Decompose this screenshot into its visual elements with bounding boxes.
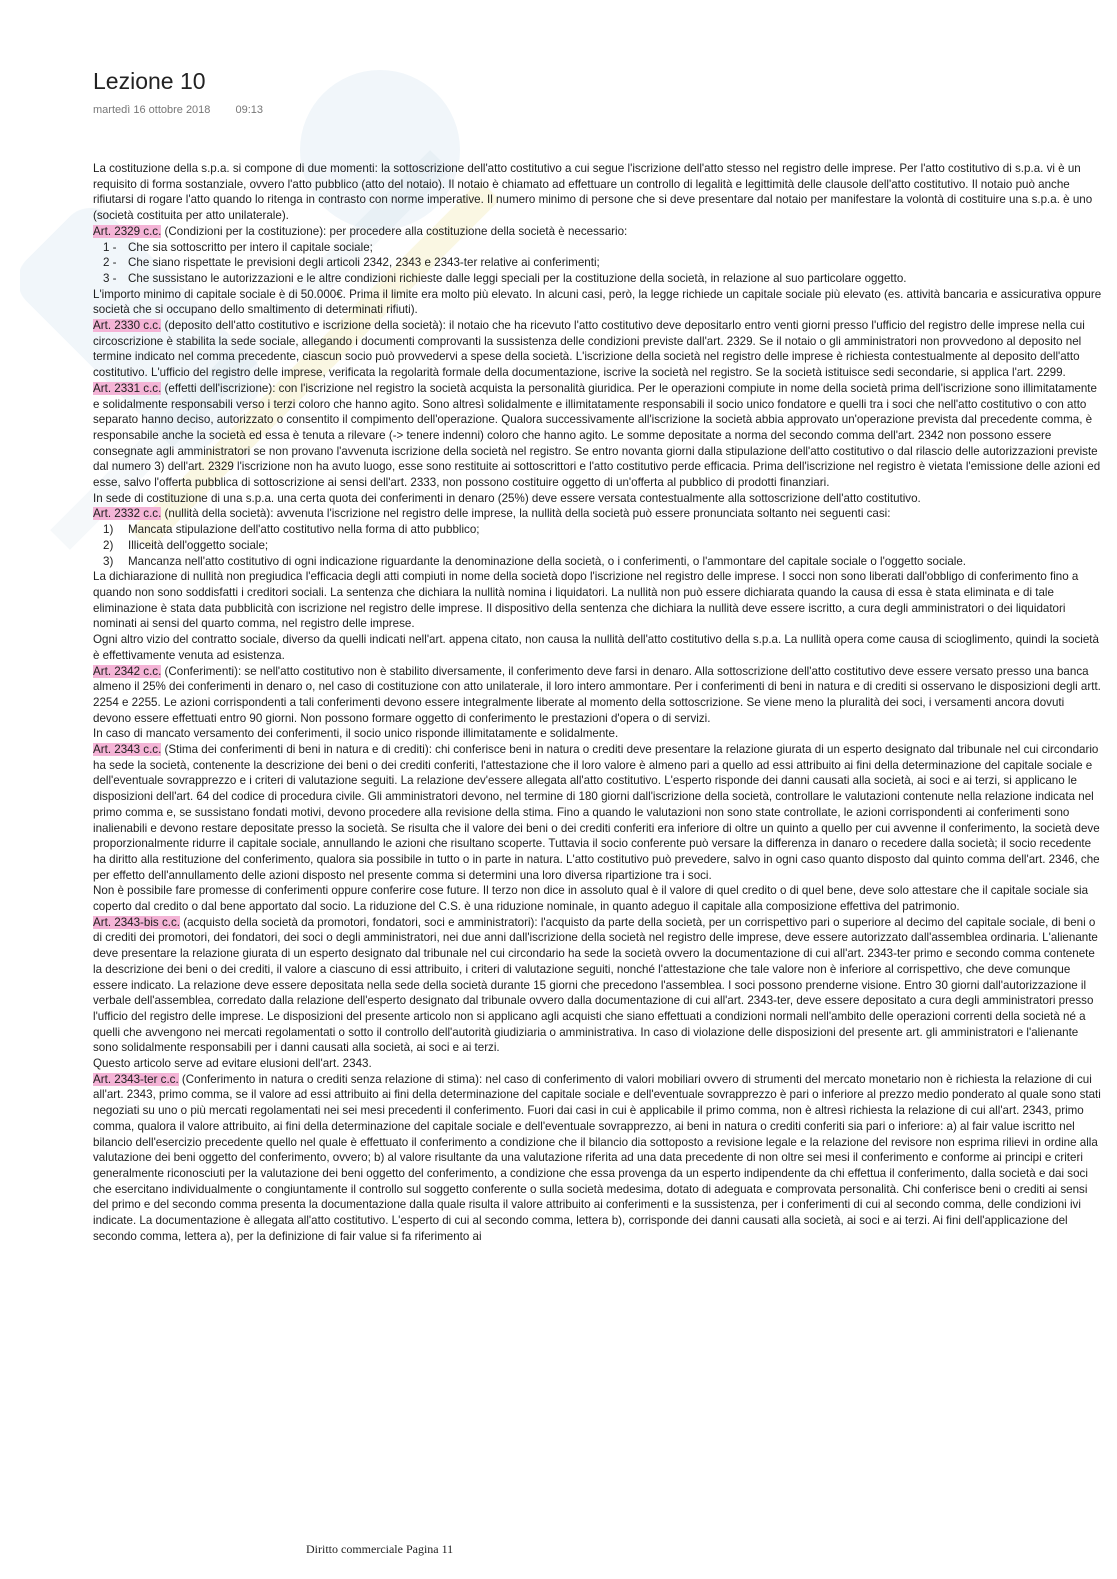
list-item-text: Illiceità dell'oggetto sociale; <box>128 538 269 552</box>
article-2342 <box>93 664 1103 727</box>
list-item-number: 2 - <box>103 256 117 270</box>
paragraph-2342-note: In caso di mancato versamento dei conferimenti, il socio unico risponde illimitatamente e solidalmente. <box>93 727 619 741</box>
list-item-text: Mancanza nell'atto costitutivo di ogni indicazione riguardante la denominazione della società, o i conferimenti, o l'ammontare del capitale sociale o l'oggetto sociale. <box>128 554 967 568</box>
list-item <box>93 554 1103 570</box>
article-ref-2342: Art. 2342 c.c. <box>93 664 162 678</box>
article-ref-2343-bis: Art. 2343-bis c.c. <box>93 915 180 929</box>
article-2343 <box>93 742 1103 883</box>
list-2329 <box>93 240 1103 287</box>
list-item-text: Che sia sottoscritto per intero il capitale sociale; <box>128 240 373 254</box>
article-2343-ter <box>93 1072 1103 1245</box>
list-item-text: Che siano rispettate le previsioni degli articoli 2342, 2343 e 2343-ter relative ai conferimenti; <box>128 256 600 270</box>
list-2332 <box>93 522 1103 569</box>
article-2343-ter-text: (Conferimento in natura o crediti senza relazione di stima): nel caso di conferimento di valori mobiliari ovvero di strumenti del mercato monetario non è richiesta la relazione di cui all'art. 2343, primo comma, se il valore ad essi attribuito ai fini della determinazione del capitale sociale e dell'eventuale sovrapprezzo è pari o inferiore al prezzo medio ponderato al quale sono stati negoziati su uno o più mercati regolamentati nei sei mesi precedenti il conferimento. Fuori dai casi in cui è applicabile il primo comma, non è altresì richiesta la relazione di cui all'art. 2343, primo comma, qualora il valore attribuito, ai fini della determinazione del capitale sociale e dell'eventuale sovrapprezzo, ai beni in natura o crediti conferiti sia pari o inferiore: a) al fair value iscritto nel bilancio dell'esercizio precedente quello nel quale è effettuato il conferimento a condizione che il bilancio dia sottoposto a revisione legale e la relazione del revisore non esprima rilievi in ordine alla valutazione dei beni oggetto del conferimento, ovvero; b) al valore risultante da una valutazione riferita ad una data precedente di non oltre sei mesi il conferimento e conforme ai principi e criteri generalmente riconosciuti per la valutazione dei beni oggetto del conferimento, a condizione che essa provenga da un esperto indipendente da chi effettua il conferimento, dalla società e dai soci che esercitano individualmente o congiuntamente il controllo sul soggetto conferente o sulla società medesima, dotato di adeguata e comprovata personalità. Chi conferisce beni o crediti ai sensi del primo e del secondo comma presenta la documentazione dalla quale risulta il valore attribuito ai conferimenti e la sussistenza, per i conferimenti di cui al secondo comma, delle condizioni ivi indicate. La documentazione è allegata all'atto costitutivo. L'esperto di cui al secondo comma, lettera b), corrisponde dei danni causati alla società, ai soci e ai terzi. Ai fini dell'applicazione del secondo comma, lettera a), per la definizione di fair value si fa riferimento ai <box>93 1072 1101 1243</box>
list-item-text: Mancata stipulazione dell'atto costitutivo nella forma di atto pubblico; <box>128 523 480 537</box>
article-2343-bis-text: (acquisto della società da promotori, fondatori, soci e amministratori): l'acquisto da parte della società, per un corrispettivo pari o superiore al decimo del capitale sociale, di beni o di crediti dei promotori, dei fondatori, dei soci o degli amministratori, nei due anni dall'iscrizione della società nel registro delle imprese, deve essere autorizzato dall'assemblea ordinaria. L'alienante deve presentare la relazione giurata di un esperto designato dal tribunale nel cui circondario ha sede la società ovvero la documentazione di cui all'art. 2343-ter primo e secondo comma contenete la descrizione dei beni o dei crediti, il valore a ciascuno di essi attribuito, i criteri di valutazione seguiti, nonché l'attestazione che tale valore non è inferiore al corrispettivo, che deve comunque essere indicato. La relazione deve essere depositata nella sede della società durante 15 giorni che precedono l'assemblea. I soci possono prenderne visione. Entro 30 giorni dall'autorizzazione il verbale dell'assemblea, corredato dalla relazione dell'esperto designato dal tribunale ovvero dalla documentazione di cui all'art. 2343-ter, deve essere depositato a cura degli amministratori presso l'ufficio del registro delle imprese. Le disposizioni del presente articolo non si applicano agli acquisti che siano effettuati a condizioni normali nell'ambito delle operazioni correnti della società né a quelli che avvengono nei mercati regolamentati o sotto il controllo dell'autorità giudiziaria o amministrativa. In caso di violazione delle disposizioni del presente art. gli amministratori e l'alienante sono solidalmente responsabili per i danni causati alla società, ai soci e ai terzi. <box>93 915 1098 1055</box>
list-item <box>93 255 1103 271</box>
article-2329 <box>93 224 1103 240</box>
list-item <box>93 538 1103 554</box>
article-2331 <box>93 381 1103 491</box>
list-item-number: 3 - <box>103 271 117 285</box>
list-item-number: 1 - <box>103 240 117 254</box>
list-item-number: 2) <box>103 538 114 552</box>
article-2330 <box>93 318 1103 381</box>
page-date: martedì 16 ottobre 2018 <box>93 104 211 116</box>
paragraph-capital: L'importo minimo di capitale sociale è di 50.000€. Prima il limite era molto più elevato. In alcuni casi, però, la legge richiede un capitale sociale più elevato (es. attività bancaria e assicurativa oppure società che si occupano dello smaltimento di determinati rifiuti). <box>93 287 1102 317</box>
page-title: Lezione 10 <box>93 68 206 94</box>
article-2329-text: (Condizioni per la costituzione): per procedere alla costituzione della società è necessario: <box>161 224 628 238</box>
list-item <box>93 522 1103 538</box>
paragraph-2343-note: Non è possibile fare promesse di conferimenti oppure conferire cose future. Il terzo non dice in assoluto qual è il valore di quel credito o di quel bene, deve solo attestare che il capitale sociale sia coperto dal credito o dal bene apportato dal socio. La riduzione del C.S. è una riduzione nominale, in quanto adeguo il capitale alla composizione effettiva del patrimonio. <box>93 884 1089 914</box>
list-item-number: 3) <box>103 554 114 568</box>
article-2343-bis <box>93 915 1103 1056</box>
article-2343-text: (Stima dei conferimenti di beni in natura e di crediti): chi conferisce beni in natura o crediti deve presentare la relazione giurata di un esperto designato dal tribunale nel cui circondario ha sede la società, contenente la descrizione dei beni o dei crediti conferiti, l'attestazione che il loro valore è almeno pari a quello ad essi attribuito ai fini della determinazione del capitale sociale e dell'eventuale sovrapprezzo e i criteri di valutazione seguiti. La relazione dev'essere allegata all'atto costitutivo. L'esperto risponde dei danni causati alla società, ai soci e ai terzi, si applicano le disposizioni dell'art. 64 del codice di procedura civile. Gli amministratori devono, nel termine di 180 giorni dall'iscrizione della società, controllare le valutazioni contenute nella relazione indicata nel primo comma e, se sussistano fondati motivi, devono procedere alla revisione della stima. Fino a quando le valutazioni non sono state controllate, le azioni corrispondenti ai conferimenti sono inalienabili e devono restare depositate presso la società. Se risulta che il valore dei beni o dei crediti conferiti era inferiore di oltre un quinto a quello per cui avvenne il conferimento, la società deve proporzionalmente ridurre il capitale sociale, annullando le azioni che risultano scoperte. Tuttavia il socio conferente può versare la differenza in danaro o recedere dalla società; il socio recedente ha diritto alla restituzione del conferimento, qualora sia possibile in tutto o in parte in natura. L'atto costitutivo può prevedere, salvo in ogni caso quanto disposto dal quinto comma dell'art. 2346, che per effetto dell'annullamento delle azioni disposto nel presente comma si determini una loro diversa ripartizione tra i soci. <box>93 743 1100 882</box>
article-ref-2329: Art. 2329 c.c. <box>93 224 162 238</box>
article-2330-text: (deposito dell'atto costitutivo e iscrizione della società): il notaio che ha ricevuto l'atto costitutivo deve depositarlo entro venti giorni presso l'ufficio del registro delle imprese nella cui circoscrizione è stabilita la sede sociale, allegando i documenti comprovanti la sussistenza delle condizioni previste dall'art. 2329. Se il notaio o gli amministratori non provvedono al deposito nel termine indicato nel comma precedente, ciascun socio può provvedervi a spese della società. L'iscrizione della società nel registro delle imprese è richiesta contestualmente al deposito dell'atto costitutivo. L'ufficio del registro delle imprese, verificata la regolarità formale della documentazione, iscrive la società nel registro. Se la società istituisce sedi secondarie, si applica l'art. 2299. <box>93 319 1085 380</box>
article-ref-2343: Art. 2343 c.c. <box>93 743 162 757</box>
list-item-text: Che sussistano le autorizzazioni e le altre condizioni richieste dalle leggi speciali per la costituzione della società, in relazione al suo particolare oggetto. <box>128 271 907 285</box>
page-footer: Diritto commerciale Pagina 11 <box>306 1542 454 1556</box>
paragraph-2332-note2: Ogni altro vizio del contratto sociale, diverso da quelli indicati nell'art. appena citato, non causa la nullità dell'atto costitutivo della s.p.a. La nullità opera come causa di scioglimento, quindi la società è effettivamente venuta ad esistenza. <box>93 633 1099 662</box>
article-ref-2331: Art. 2331 c.c. <box>93 381 162 395</box>
article-2342-text: (Conferimenti): se nell'atto costitutivo non è stabilito diversamente, il conferimento deve farsi in denaro. Alla sottoscrizione dell'atto costitutivo deve essere versato presso una banca almeno il 25% dei conferimenti in denaro o, nel caso di costituzione con atto unilaterale, il loro intero ammontare. Per i conferimenti di beni in natura e di crediti si osservano le disposizioni degli artt. 2254 e 2255. Le azioni corrispondenti a tali conferimenti devono essere integralmente liberate al momento della sottoscrizione. Se viene meno la pluralità dei soci, i versamenti ancora dovuti devono essere effettuati entro 90 giorni. Non possono formare oggetto di conferimento le prestazioni d'opera o di servizi. <box>93 664 1101 725</box>
paragraph-2343-bis-note: Questo articolo serve ad evitare elusioni dell'art. 2343. <box>93 1057 372 1071</box>
list-item <box>93 271 1103 287</box>
paragraph-2331-note: In sede di costituzione di una s.p.a. una certa quota dei conferimenti in denaro (25%) deve essere versata contestualmente alla sottoscrizione dell'atto costitutivo. <box>93 491 921 505</box>
article-ref-2330: Art. 2330 c.c. <box>93 319 162 333</box>
page-time: 09:13 <box>235 104 264 116</box>
list-item-number: 1) <box>103 523 114 537</box>
page-meta <box>93 104 285 116</box>
document-body <box>93 161 1103 1245</box>
list-item <box>93 240 1103 256</box>
paragraph-intro: La costituzione della s.p.a. si compone di due momenti: la sottoscrizione dell'atto costitutivo a cui segue l'iscrizione dell'atto stesso nel registro delle imprese. Per l'atto costitutivo di s.p.a. vi è un requisito di forma sostanziale, ovvero l'atto pubblico (atto del notaio). Il notaio è chiamato ad effettuare un controllo di legalità e legittimità delle clausole dell'atto costitutivo. Il notaio può anche rifiutarsi di rogare l'atto quando lo ritenga in contrasto con norme imperative. Il numero minimo di persone che si deve presentare dal notaio per manifestare la volontà di costituire una s.p.a. è uno (società costituita per atto unilaterale). <box>93 162 1093 223</box>
article-2331-text: (effetti dell'iscrizione): con l'iscrizione nel registro la società acquista la personalità giuridica. Per le operazioni compiute in nome della società prima dell'iscrizione sono illimitatamente e solidalmente responsabili verso i terzi coloro che hanno agito. Sono altresì solidalmente e illimitatamente responsabili il socio unico fondatore e quelli tra i soci che nell'atto costitutivo o con atto separato hanno deciso, autorizzato o consentito il compimento dell'operazione. Qualora successivamente all'iscrizione la società abbia approvato un'operazione prevista dal precedente comma, è responsabile anche la società ed essa è tenuta a rilevare (-> tenere indenni) coloro che hanno agito. Le somme depositate a norma del secondo comma dell'art. 2342 non possono essere consegnate agli amministratori se non provano l'avvenuta iscrizione della società nel registro. Se entro novanta giorni dalla stipulazione dell'atto costitutivo o dal rilascio delle autorizzazioni previste dal numero 3) dell'art. 2329 l'iscrizione non ha avuto luogo, esse sono restituite ai sottoscrittori e l'atto costitutivo perde efficacia. Prima dell'iscrizione nel registro è vietata l'emissione delle azioni ed esse, salvo l'offerta pubblica di sottoscrizione ai sensi dell'art. 2333, non possono costituire oggetto di un'offerta al pubblico di prodotti finanziari. <box>93 381 1101 490</box>
article-ref-2332: Art. 2332 c.c. <box>93 507 162 521</box>
paragraph-2332-note: La dichiarazione di nullità non pregiudica l'efficacia degli atti compiuti in nome della società dopo l'iscrizione nel registro delle imprese. I socci non sono liberati dall'obbligo di conferimento fino a quando non sono soddisfatti i creditori sociali. La sentenza che dichiara la nullità nomina i liquidatori. La nullità non può essere dichiarata quando la causa di essa è stata eliminata e di tale eliminazione è stata data pubblicità con iscrizione nel registro delle imprese. Il dispositivo della sentenza che dichiara la nullità deve essere iscritto, a cura degli amministratori o dei liquidatori nominati ai sensi del quarto comma, nel registro delle imprese. <box>93 570 1079 631</box>
article-2332 <box>93 506 1103 522</box>
article-ref-2343-ter: Art. 2343-ter c.c. <box>93 1072 179 1086</box>
article-2332-text: (nullità della società): avvenuta l'iscrizione nel registro delle imprese, la nullità della società può essere pronunciata soltanto nei seguenti casi: <box>161 507 891 521</box>
